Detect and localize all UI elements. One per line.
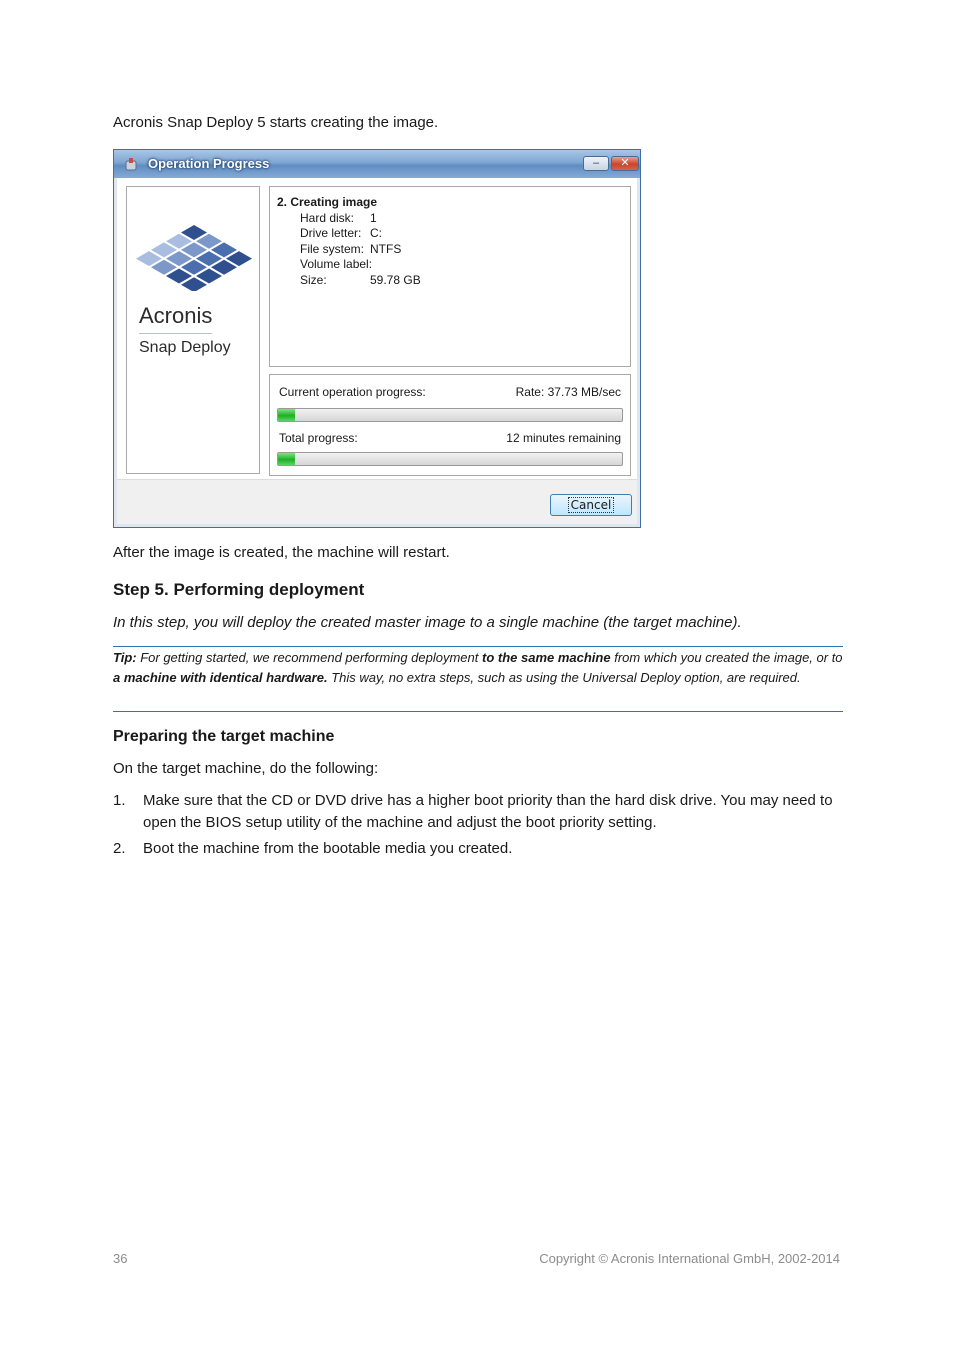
total-progress-bar [277,452,623,466]
operation-progress-dialog [113,149,641,528]
step-heading: Step 5. Performing deployment [113,580,365,599]
close-button[interactable]: ✕ [611,156,639,171]
time-remaining: 12 minutes remaining [506,431,621,445]
info-value: 1 [370,211,377,225]
brand-name: Acronis [139,303,213,328]
info-row-volume-label [300,257,373,271]
logo-panel [126,186,260,474]
progress-panel [269,374,631,476]
cancel-button[interactable] [550,494,632,516]
list-text: Make sure that the CD or DVD drive has a higher boot priority than the hard disk drive. You may need to open the BIOS setup utility of the machine and adjust the boot priority setting. [143,792,833,831]
tip-text: This way, no extra steps, such as using the Universal Deploy option, are required. [327,670,801,685]
info-row-file-system [300,242,401,256]
dialog-client [117,178,637,524]
info-value: C: [370,226,382,240]
info-label: File system: [300,242,365,256]
info-row-size [300,273,421,287]
info-value: 59.78 GB [370,273,421,287]
tip-label: Tip: [113,650,137,665]
current-progress-fill [278,409,295,421]
sub-intro: On the target machine, do the following: [113,760,379,777]
dialog-titlebar[interactable] [114,150,640,178]
product-name: Snap Deploy [139,339,231,356]
list-number: 2. [113,840,126,857]
list-number: 1. [113,792,126,809]
info-label: Hard disk: [300,211,355,225]
info-value: NTFS [370,242,402,256]
cancel-label: Cancel [568,497,615,513]
total-progress-fill [278,453,295,465]
list-item [113,838,843,860]
current-progress-bar [277,408,623,422]
tip-emphasis: a machine with identical hardware. [113,670,328,685]
info-label: Drive letter: [300,226,362,240]
brand-divider [139,333,212,334]
copyright: Copyright © Acronis International GmbH, 2002-2014 [539,1251,840,1266]
list-text: Boot the machine from the bootable media you created. [143,840,513,857]
page-number: 36 [113,1251,128,1266]
acronis-logo-icon [135,221,253,291]
step-intro: In this step, you will deploy the created master image to a single machine (the target machine). [113,614,742,631]
after-text: After the image is created, the machine will restart. [113,544,450,561]
info-row-hard-disk [300,211,377,225]
tip-text: from which you created the image, or to [610,650,843,665]
tip-box [113,646,843,712]
info-row-drive-letter [300,226,382,240]
steps-list [113,790,843,864]
minimize-button[interactable]: – [583,156,609,171]
operation-info-panel [269,186,631,367]
tip-text: For getting started, we recommend performing deployment [136,650,482,665]
total-progress-label: Total progress: [279,431,358,445]
subheading: Preparing the target machine [113,728,335,745]
info-label: Size: [300,273,327,287]
tip-emphasis: to the same machine [481,650,611,665]
info-label: Volume label: [300,257,373,271]
app-icon [123,156,139,172]
operation-heading: 2. Creating image [277,195,378,209]
dialog-title: Operation Progress [148,156,270,171]
list-item [113,790,843,834]
transfer-rate: Rate: 37.73 MB/sec [515,385,621,399]
intro-text: Acronis Snap Deploy 5 starts creating the image. [113,114,439,131]
current-progress-label: Current operation progress: [279,385,426,399]
